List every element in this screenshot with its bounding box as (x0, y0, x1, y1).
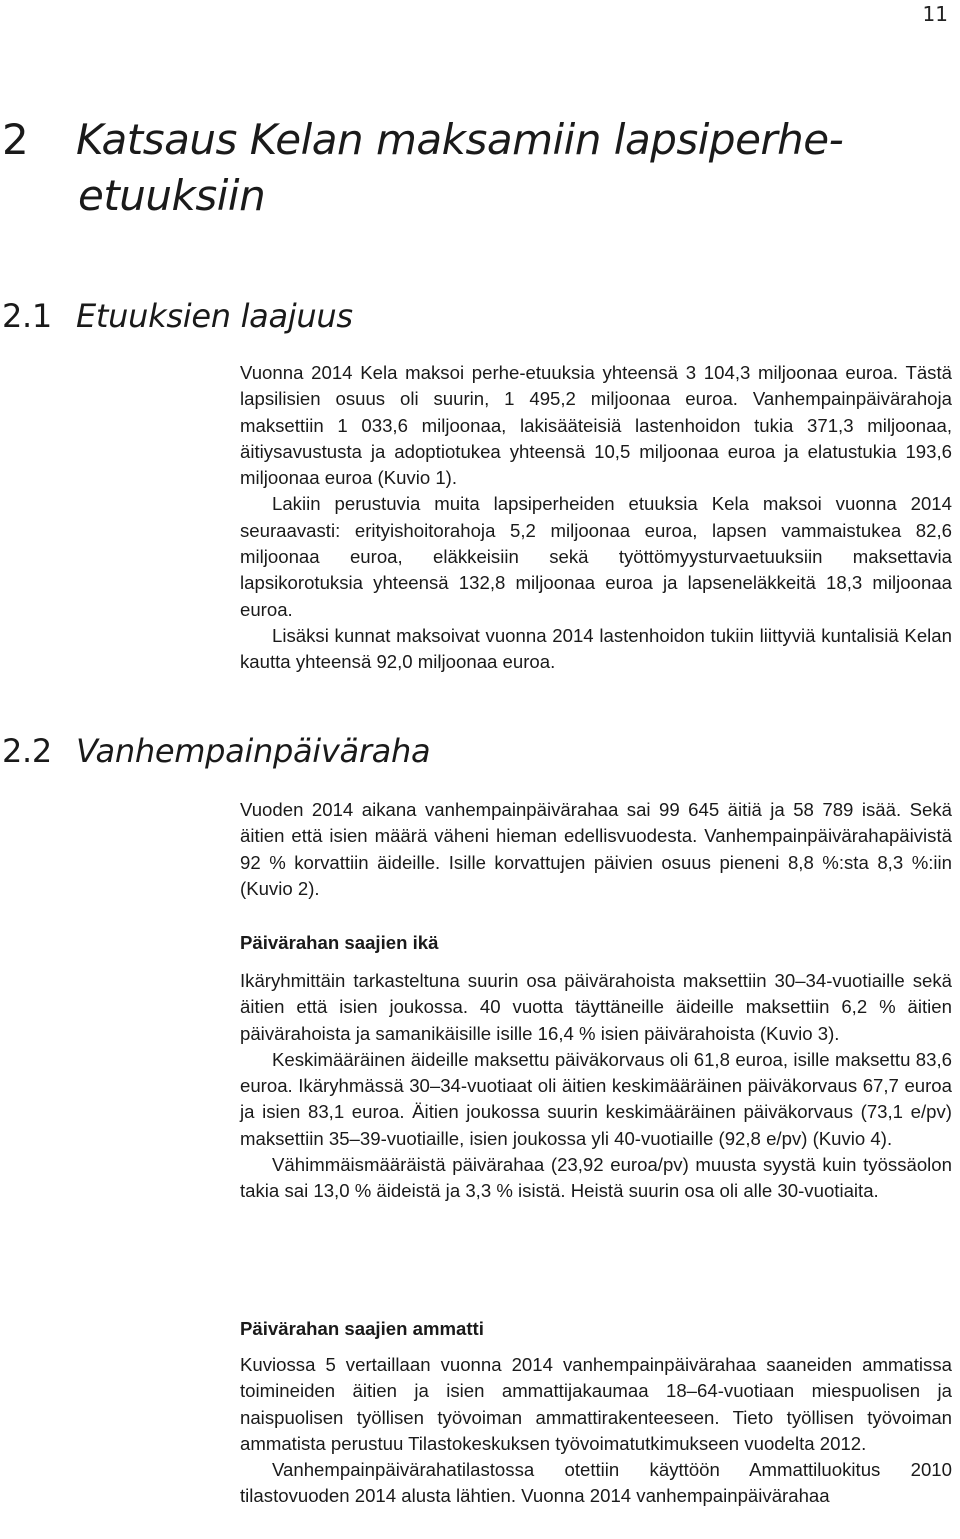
occupation-body (240, 1352, 952, 1510)
paragraph: Vanhempainpäivärahatilastossa otettiin käyttöön Ammattiluokitus 2010 tilastovuoden 2014 alusta lähtien. Vuonna 2014 vanhempainpäivärahaa (240, 1459, 952, 1507)
paragraph: Vähimmäismääräistä päivärahaa (23,92 euroa/pv) muusta syystä kuin työssäolon takia sai 13,0 % äideistä ja 3,3 % isistä. Heistä suurin osa oli alle 30-vuotiaita. (240, 1154, 952, 1202)
section-2-1-title: Etuuksien laajuus (76, 297, 353, 335)
chapter-title-line1: Katsaus Kelan maksamiin lapsiperhe- (76, 115, 844, 164)
chapter-title-line2: etuuksiin (78, 171, 266, 220)
section-2-1-number: 2.1 (2, 297, 52, 335)
paragraph: Keskimääräinen äideille maksettu päiväkorvaus oli 61,8 euroa, isille maksettu 83,6 euroa. Ikäryhmässä 30–34-vuotiaat oli äitien keskimääräinen päiväkorvaus 67,7 euroa ja isien 83,1 euroa. Äitien joukossa suurin keskimääräinen päiväkorvaus (73,1 e/pv) maksettiin 35–39-vuotiaille, isien joukossa yli 40-vuotiaille (92,8 e/pv) (Kuvio 4). (240, 1048, 952, 1149)
paragraph: Kuviossa 5 vertaillaan vuonna 2014 vanhempainpäivärahaa saaneiden ammatissa toimineiden äitien ja isien ammattijakaumaa 18–64-vuotiaan miespuolisen ja naispuolisen työllisen työvoiman ammattirakenteeseen. Tieto työllisen työvoiman ammatista perustuu Tilastokeskuksen työvoimatutkimukseen vuodelta 2012. (240, 1354, 952, 1454)
section-2-2-heading (2, 731, 430, 771)
section-2-2-title: Vanhempainpäiväraha (76, 732, 431, 770)
paragraph: Lisäksi kunnat maksoivat vuonna 2014 lastenhoidon tukiin liittyviä kuntalisiä Kelan kautta yhteensä 92,0 miljoonaa euroa. (240, 624, 952, 673)
paragraph: Vuonna 2014 Kela maksoi perhe-etuuksia yhteensä 3 104,3 miljoonaa euroa. Tästä lapsilisien osuus oli suurin, 1 495,2 miljoonaa euroa. Vanhempainpäivärahoja maksettiin 1 033,6 miljoonaa, lakisääteisiä lastenhoidon tukia 371,3 miljoonaa, äitiysavustusta ja adoptiotukea yhteensä 10,5 miljoonaa euroa ja elatustukia 193,6 miljoonaa euroa (Kuvio 1). (240, 362, 952, 489)
section-2-2-number: 2.2 (2, 732, 52, 770)
paragraph: Vuoden 2014 aikana vanhempainpäivärahaa sai 99 645 äitiä ja 58 789 isää. Sekä äitien että isien määrä väheni hieman edellisvuodesta. Vanhempainpäivärahapäivistä 92 % korvattiin äideille. Isille korvattujen päivien osuus pieneni 8,8 %:sta 8,3 %:iin (Kuvio 2). (240, 799, 952, 899)
age-body (240, 968, 952, 1205)
section-2-1-heading (2, 296, 353, 336)
chapter-title (2, 112, 902, 224)
section-2-1-body (240, 360, 952, 676)
subheading-occupation: Päivärahan saajien ammatti (240, 1318, 484, 1339)
chapter-number: 2 (2, 115, 29, 164)
subheading-age: Päivärahan saajien ikä (240, 932, 439, 953)
section-2-2-intro (240, 797, 952, 902)
paragraph: Lakiin perustuvia muita lapsiperheiden etuuksia Kela maksoi vuonna 2014 seuraavasti: erityishoitorahoja 5,2 miljoonaa euroa, lapsen vammaistukea 82,6 miljoonaa euroa, eläkkeisiin sekä työttömyysturvaetuuksiin maksettavia lapsikorotuksia yhteensä 132,8 miljoonaa euroa ja lapseneläkkeitä 18,3 miljoonaa euroa. (240, 493, 952, 620)
page-number: 11 (922, 2, 948, 26)
paragraph: Ikäryhmittäin tarkasteltuna suurin osa päivärahoista maksettiin 30–34-vuotiaille sekä äitien että isien joukossa. 40 vuotta täyttäneille äideille maksettiin 6,2 % äitien päivärahoista ja samanikäisille isille 16,4 % isien päivärahoista (Kuvio 3). (240, 970, 952, 1044)
